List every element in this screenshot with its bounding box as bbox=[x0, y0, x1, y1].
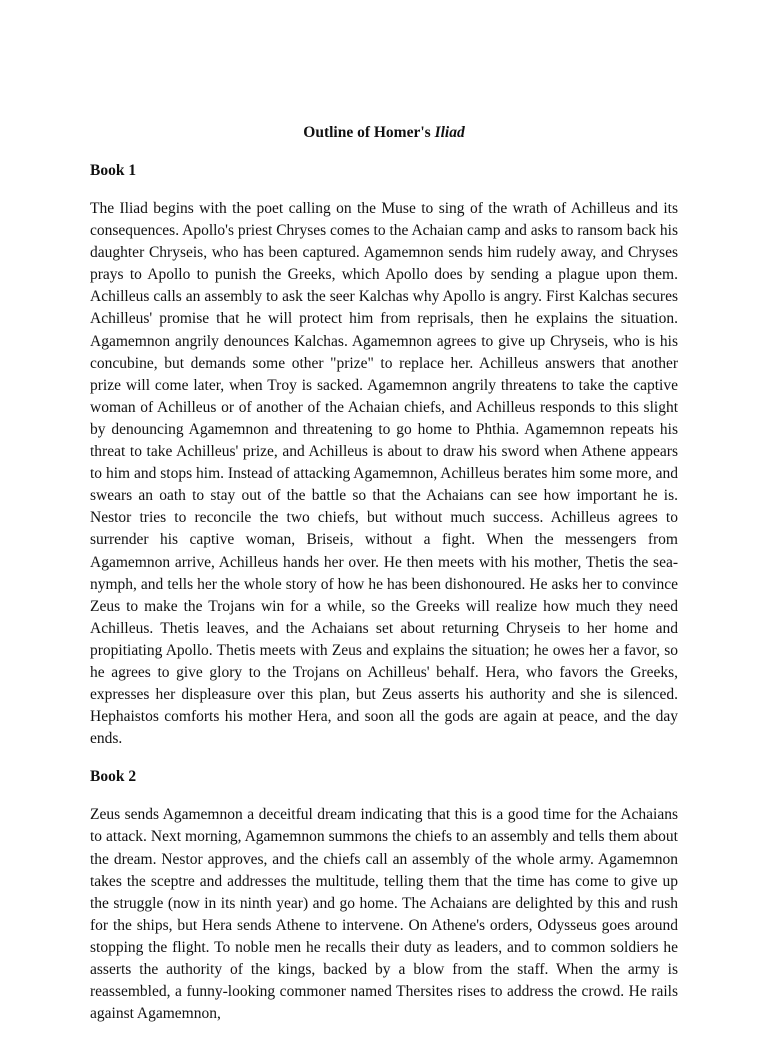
section-paragraph-book-1: The Iliad begins with the poet calling on the Muse to sing of the wrath of Achilleus and its consequences. Apollo's priest Chryses comes to the Achaian camp and asks to ransom back his daughter Chryseis, who has been captured. Agamemnon sends him rudely away, and Chryses prays to Apollo to punish the Greeks, which Apollo does by sending a plague upon them. Achilleus calls an assembly to ask the seer Kalchas why Apollo is angry. First Kalchas secures Achilleus' promise that he will protect him from reprisals, then he explains the situation. Agamemnon angrily denounces Kalchas. Agamemnon agrees to give up Chryseis, who is his concubine, but demands some other "prize" to replace her. Achilleus answers that another prize will come later, when Troy is sacked. Agamemnon angrily threatens to take the captive woman of Achilleus or of another of the Achaian chiefs, and Achilleus responds to this slight by denouncing Agamemnon and threatening to go home to Phthia. Agamemnon repeats his threat to take Achilleus' prize, and Achilleus is about to draw his sword when Athene appears to him and stops him. Instead of attacking Agamemnon, Achilleus berates him some more, and swears an oath to stay out of the battle so that the Achaians can see how important he is. Nestor tries to reconcile the two chiefs, but without much success. Achilleus agrees to surrender his captive woman, Briseis, without a fight. When the messengers from Agamemnon arrive, Achilleus hands her over. He then meets with his mother, Thetis the sea-nymph, and tells her the whole story of how he has been dishonoured. He asks her to convince Zeus to make the Trojans win for a while, so the Greeks will realize how much they need Achilleus. Thetis leaves, and the Achaians set about returning Chryseis to her home and propitiating Apollo. Thetis meets with Zeus and explains the situation; he owes her a favor, so he agrees to give glory to the Trojans on Achilleus' behalf. Hera, who favors the Greeks, expresses her displeasure over this plan, but Zeus asserts his authority and she is silenced. Hephaistos comforts his mother Hera, and soon all the gods are again at peace, and the day ends. bbox=[90, 200, 678, 748]
section-heading-book-1: Book 1 bbox=[90, 162, 137, 179]
section-heading-book-2: Book 2 bbox=[90, 768, 137, 786]
section-paragraph-book-2: Zeus sends Agamemnon a deceitful dream indicating that this is a good time for the Achaians to attack. Next morning, Agamemnon summons the chiefs to an assembly and tells them about the dream. Nestor approves, and the chiefs call an assembly of the whole army. Agamemnon takes the sceptre and addresses the multitude, telling them that the time has come to give up the struggle (now in its ninth year) and go home. The Achaians are delighted by this and rush for the ships, but Hera sends Athene to intervene. On Athene's orders, Odysseus goes around stopping the flight. To noble men he recalls their duty as leaders, and to common soldiers he asserts the authority of the kings, backed by a blow from the staff. When the army is reassembled, a funny-looking commoner named Thersites rises to address the crowd. He rails against Agamemnon, bbox=[90, 806, 678, 1023]
document-title bbox=[90, 122, 678, 144]
document-content bbox=[90, 122, 678, 1041]
title-italic-text: Iliad bbox=[434, 124, 465, 141]
title-text: Outline of Homer's bbox=[303, 124, 435, 141]
